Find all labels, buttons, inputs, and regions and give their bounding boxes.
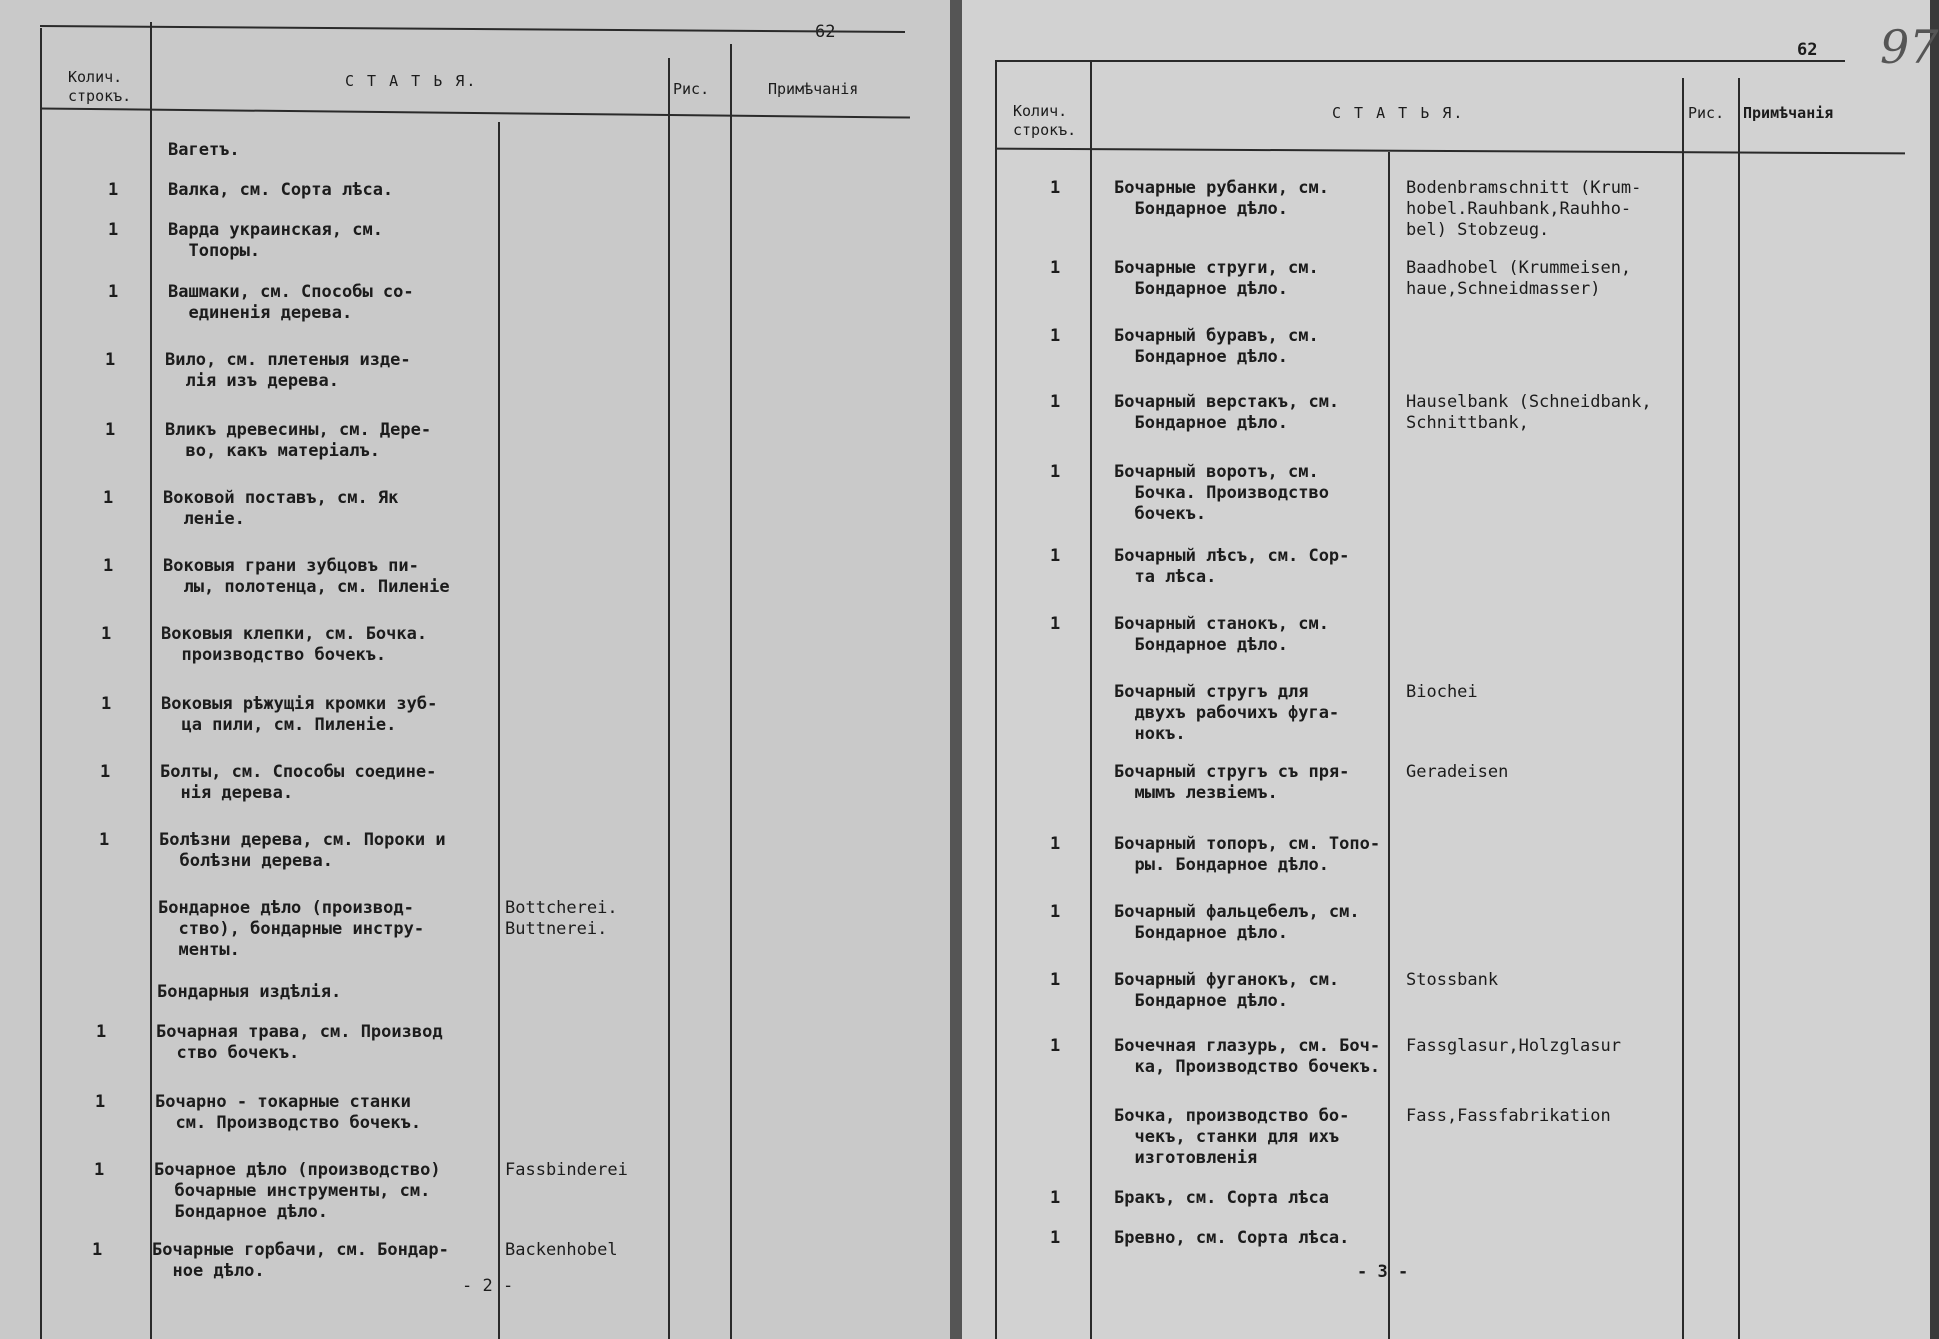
header-count: Колич. строкъ.: [1013, 102, 1077, 139]
row-article: Бондарное дѣло (производ- ство), бондарные инстру- менты.: [158, 898, 425, 960]
row-count: 1: [96, 1022, 107, 1042]
row-count: 1: [103, 556, 114, 576]
header-count: Колич. строкъ.: [68, 68, 132, 105]
row-article: Валка, см. Сорта лѣса.: [168, 180, 394, 200]
table-top-rule: [995, 60, 1845, 62]
row-count: 1: [1050, 1188, 1061, 1208]
row-count: 1: [103, 488, 114, 508]
row-count: 1: [100, 762, 111, 782]
row-article: Бочарные рубанки, см. Бондарное дѣло.: [1114, 178, 1329, 219]
row-count: 1: [108, 282, 119, 302]
row-article: Бочарный стругъ для двухъ рабочихъ фуга- нокъ.: [1114, 682, 1340, 744]
row-article: Бракъ, см. Сорта лѣса: [1114, 1188, 1329, 1208]
table-left-rule: [40, 28, 42, 1339]
row-german-term: Fassbinderei: [505, 1160, 628, 1180]
page-footer: - 2 -: [462, 1276, 514, 1296]
row-article: Воковыя рѣжущія кромки зуб- ца пили, см. Пиленіе.: [161, 694, 438, 735]
row-count: 1: [1050, 258, 1061, 278]
row-count: 1: [105, 420, 116, 440]
header-article: С Т А Т Ь Я.: [345, 72, 478, 90]
row-article: Бочарный лѣсъ, см. Сор- та лѣса.: [1114, 546, 1350, 587]
book-gutter: [950, 0, 962, 1339]
german-column-rule: [498, 122, 500, 1339]
header-bottom-rule: [40, 107, 910, 118]
row-count: 1: [1050, 546, 1061, 566]
row-article: Бочарный верстакъ, см. Бондарное дѣло.: [1114, 392, 1340, 433]
row-count: 1: [1050, 462, 1061, 482]
row-article: Вило, см. плетеныя изде- лія изъ дерева.: [165, 350, 411, 391]
row-german-term: Fass,Fassfabrikation: [1406, 1106, 1611, 1126]
header-article: С Т А Т Ь Я.: [1332, 104, 1465, 122]
row-article: Воковой поставъ, см. Як леніе.: [163, 488, 399, 529]
row-article: Болѣзни дерева, см. Пороки и болѣзни дерева.: [159, 830, 446, 871]
row-german-term: Bottcherei. Buttnerei.: [505, 898, 618, 939]
row-count: 1: [1050, 392, 1061, 412]
row-article: Болты, см. Способы соедине- нія дерева.: [160, 762, 437, 803]
row-count: 1: [1050, 614, 1061, 634]
row-count: 1: [101, 624, 112, 644]
right-page: [962, 0, 1939, 1339]
row-german-term: Backenhobel: [505, 1240, 618, 1260]
row-article: Воковыя грани зубцовъ пи- лы, полотенца, см. Пиленіе: [163, 556, 450, 597]
row-count: 1: [1050, 326, 1061, 346]
row-german-term: Bodenbramschnitt (Krum- hobel.Rauhbank,Rauhho- bel) Stobzeug.: [1406, 178, 1642, 240]
table-top-rule: [40, 25, 905, 33]
count-column-rule: [150, 22, 152, 1339]
row-count: 1: [99, 830, 110, 850]
handwritten-folio: 97: [1880, 20, 1939, 74]
header-notes: Примѣчанія: [1743, 104, 1834, 122]
row-article: Бочка, производство бо- чекъ, станки для ихъ изготовленія: [1114, 1106, 1350, 1168]
row-count: 1: [95, 1092, 106, 1112]
fig-column-rule: [1682, 78, 1684, 1339]
row-article: Вагетъ.: [168, 140, 240, 160]
row-article: Бочечная глазурь, см. Боч- ка, Производство бочекъ.: [1114, 1036, 1381, 1077]
row-article: Бочарные горбачи, см. Бондар- ное дѣло.: [152, 1240, 449, 1281]
row-count: 1: [1050, 902, 1061, 922]
header-fig: Рис.: [673, 80, 710, 98]
header-fig: Рис.: [1688, 104, 1725, 122]
row-article: Бочарный буравъ, см. Бондарное дѣло.: [1114, 326, 1319, 367]
row-article: Бочарный топоръ, см. Топо- ры. Бондарное дѣло.: [1114, 834, 1381, 875]
row-article: Бочарный фуганокъ, см. Бондарное дѣло.: [1114, 970, 1340, 1011]
row-german-term: Stossbank: [1406, 970, 1499, 990]
german-column-rule: [1388, 152, 1390, 1339]
row-article: Бочарная трава, см. Производ ство бочекъ.: [156, 1022, 443, 1063]
row-article: Бочарные струги, см. Бондарное дѣло.: [1114, 258, 1319, 299]
left-page: [0, 0, 950, 1339]
header-notes: Примѣчанія: [768, 80, 859, 98]
header-bottom-rule: [995, 148, 1905, 155]
row-german-term: Geradeisen: [1406, 762, 1509, 782]
page-footer: - 3 -: [1357, 1262, 1409, 1282]
row-article: Вликъ древесины, см. Дере- во, какъ матеріалъ.: [165, 420, 432, 461]
row-count: 1: [108, 220, 119, 240]
row-count: 1: [105, 350, 116, 370]
row-article: Воковыя клепки, см. Бочка. производство бочекъ.: [161, 624, 428, 665]
row-count: 1: [1050, 834, 1061, 854]
row-article: Бочарный станокъ, см. Бондарное дѣло.: [1114, 614, 1329, 655]
notes-column-rule: [1738, 78, 1740, 1339]
row-article: Бочарный фальцебелъ, см. Бондарное дѣло.: [1114, 902, 1360, 943]
row-count: 1: [1050, 1036, 1061, 1056]
row-article: Бочарное дѣло (производство) бочарные инструменты, см. Бондарное дѣло.: [154, 1160, 441, 1222]
page-number: 62: [1797, 40, 1818, 60]
row-count: 1: [1050, 1228, 1061, 1248]
row-article: Вашмаки, см. Способы со- единенія дерева.: [168, 282, 414, 323]
count-column-rule: [1090, 60, 1092, 1339]
row-count: 1: [1050, 178, 1061, 198]
fig-column-rule: [668, 58, 670, 1339]
table-left-rule: [995, 60, 997, 1339]
row-article: Бочарный воротъ, см. Бочка. Производство бочекъ.: [1114, 462, 1329, 524]
row-german-term: Hauselbank (Schneidbank, Schnittbank,: [1406, 392, 1652, 433]
row-count: 1: [92, 1240, 103, 1260]
row-german-term: Biochei: [1406, 682, 1478, 702]
row-article: Бочарно - токарные станки см. Производство бочекъ.: [155, 1092, 422, 1133]
row-german-term: Baadhobel (Krummeisen, haue,Schneidmasser): [1406, 258, 1632, 299]
row-article: Бондарныя издѣлія.: [157, 982, 342, 1002]
row-german-term: Fassglasur,Holzglasur: [1406, 1036, 1621, 1056]
notes-column-rule: [730, 44, 732, 1339]
row-count: 1: [1050, 970, 1061, 990]
row-article: Варда украинская, см. Топоры.: [168, 220, 383, 261]
row-count: 1: [94, 1160, 105, 1180]
row-count: 1: [101, 694, 112, 714]
row-count: 1: [108, 180, 119, 200]
row-article: Бочарный стругъ съ пря- мымъ лезвіемъ.: [1114, 762, 1350, 803]
row-article: Бревно, см. Сорта лѣса.: [1114, 1228, 1350, 1248]
